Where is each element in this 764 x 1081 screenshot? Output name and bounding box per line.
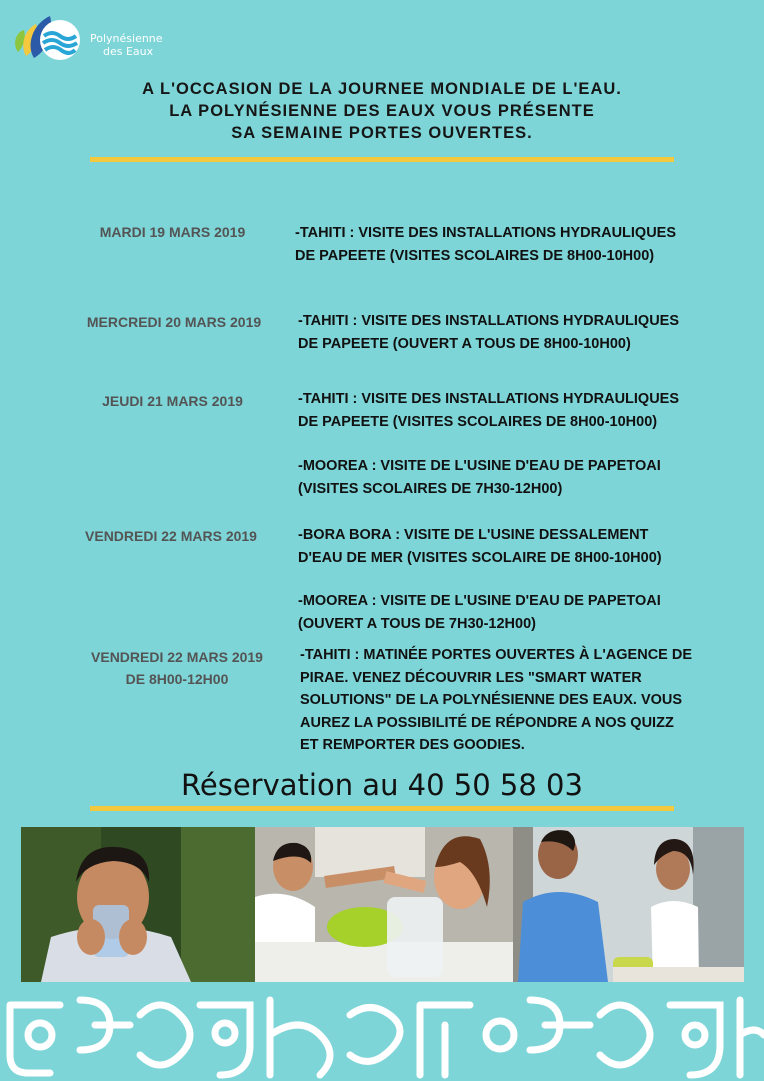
event-5-line-2: D'EAU DE MER (VISITES SCOLAIRE DE 8H00-10H00) <box>298 549 662 566</box>
event-1-line-2: DE PAPEETE (VISITES SCOLAIRES DE 8H00-10H00) <box>295 247 655 264</box>
event-2-line-1: -TAHITI : VISITE DES INSTALLATIONS HYDRAULIQUES <box>298 313 680 329</box>
child-drinking-water-photo <box>21 827 255 982</box>
date-1: MARDI 19 MARS 2019 <box>99 224 246 240</box>
event-7-line-3: SOLUTIONS" DE LA POLYNÉSIENNE DES EAUX. VOUS <box>300 692 683 708</box>
event-5-line-1: -BORA BORA : VISITE DE L'USINE DESSALEMENT <box>298 527 649 543</box>
event-6-line-2: (OUVERT A TOUS DE 7H30-12H00) <box>298 615 536 632</box>
event-3-line-2: DE PAPEETE (VISITES SCOLAIRES DE 8H00-10H00) <box>298 413 658 430</box>
reservation-phone: Réservation au 40 50 58 03 <box>181 768 583 802</box>
event-2 <box>298 310 679 355</box>
bottom-divider <box>90 806 674 811</box>
event-6 <box>298 590 661 635</box>
polynesian-pattern <box>0 995 764 1081</box>
event-4-line-1: -MOOREA : VISITE DE L'USINE D'EAU DE PAPETOAI <box>298 458 661 474</box>
logo-line-2: des Eaux <box>103 45 154 58</box>
date-3: JEUDI 21 MARS 2019 <box>102 393 243 409</box>
event-4-line-2: (VISITES SCOLAIRES DE 7H30-12H00) <box>298 480 563 497</box>
event-3-line-1: -TAHITI : VISITE DES INSTALLATIONS HYDRAULIQUES <box>298 391 680 407</box>
event-1-line-1: -TAHITI : VISITE DES INSTALLATIONS HYDRAULIQUES <box>295 225 677 241</box>
event-3 <box>298 388 679 433</box>
couple-kitchen-water-photo <box>513 827 744 982</box>
event-7-line-5: ET REMPORTER DES GOODIES. <box>300 737 525 753</box>
date-7-line-2: DE 8H00-12H00 <box>125 671 229 687</box>
event-2-line-2: DE PAPEETE (OUVERT A TOUS DE 8H00-10H00) <box>298 335 631 352</box>
event-5 <box>298 524 662 569</box>
event-7 <box>300 644 692 757</box>
logo-line-1: Polynésienne <box>90 32 163 45</box>
water-drop-logo-icon <box>10 10 80 66</box>
date-7-line-1: VENDREDI 22 MARS 2019 <box>91 649 263 665</box>
date-7 <box>78 646 276 690</box>
event-1 <box>295 222 676 267</box>
top-divider <box>90 157 674 162</box>
event-7-line-1: -TAHITI : MATINÉE PORTES OUVERTES À L'AGENCE DE <box>300 647 693 663</box>
headline <box>0 78 764 144</box>
event-4 <box>298 455 661 500</box>
family-toast-photo <box>255 827 513 982</box>
event-7-line-2: PIRAE. VENEZ DÉCOUVRIR LES "SMART WATER <box>300 669 642 686</box>
headline-line-3: SA SEMAINE PORTES OUVERTES. <box>231 124 533 142</box>
headline-line-2: LA POLYNÉSIENNE DES EAUX VOUS PRÉSENTE <box>169 102 595 120</box>
brand-logo <box>10 10 163 66</box>
event-6-line-1: -MOOREA : VISITE DE L'USINE D'EAU DE PAPETOAI <box>298 593 661 609</box>
logo-wordmark <box>90 32 163 58</box>
date-2: MERCREDI 20 MARS 2019 <box>86 314 262 330</box>
event-7-line-4: AUREZ LA POSSIBILITÉ DE RÉPONDRE A NOS QUIZZ <box>300 714 674 731</box>
date-5: VENDREDI 22 MARS 2019 <box>85 528 257 544</box>
headline-line-1: A L'OCCASION DE LA JOURNEE MONDIALE DE L'EAU. <box>142 80 622 98</box>
